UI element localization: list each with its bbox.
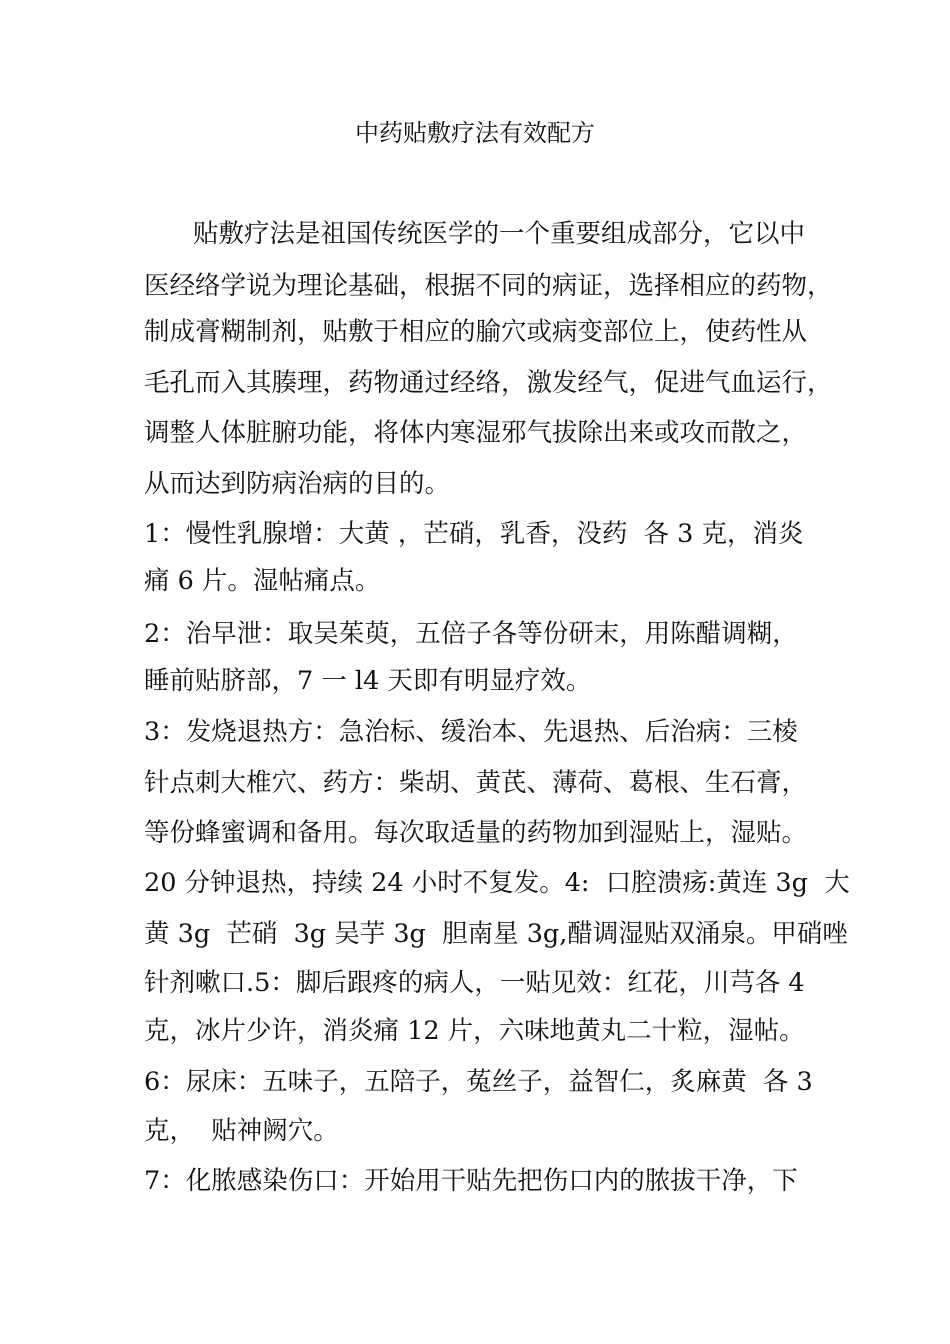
recipe-2-line-1: 2：治早泄：取吴茱萸，五倍子各等份研末，用陈醋调糊， [144,619,798,649]
recipe-4-line: 黄 3g 芒硝 3g 吴芋 3g 胆南星 3g,醋调湿贴双涌泉。甲硝唑 [144,919,848,949]
intro-line-5: 调整人体脏腑功能，将体内寒湿邪气拔除出来或攻而散之， [144,418,808,448]
recipe-3-line-1: 3：发烧退热方：急治标、缓治本、先退热、后治病：三棱 [144,717,798,747]
recipe-4-5-line: 针剂嗽口.5：脚后跟疼的病人，一贴见效：红花，川芎各 4 [144,968,805,998]
recipe-6-line-2: 克， 贴神阙穴。 [144,1116,339,1146]
intro-line-1: 贴敷疗法是祖国传统医学的一个重要组成部分，它以中 [193,219,806,249]
intro-line-6: 从而达到防病治病的目的。 [144,469,451,499]
recipe-6-line-1: 6：尿床：五味子，五陪子，菟丝子，益智仁，炙麻黄 各 3 [144,1067,813,1097]
recipe-1-line-2: 痛 6 片。湿帖痛点。 [144,566,381,596]
recipe-3-line-3: 等份蜂蜜调和备用。每次取适量的药物加到湿贴上，湿贴。 [144,818,808,848]
intro-line-4: 毛孔而入其腠理，药物通过经络，激发经气，促进气血运行， [144,368,833,398]
recipe-3-4-line: 20 分钟退热，持续 24 小时不复发。4: 口腔溃疡:黄连 3g 大 [144,868,850,898]
recipe-3-line-2: 针点刺大椎穴、药方：柴胡、黄芪、薄荷、葛根、生石膏， [144,768,808,798]
intro-line-2: 医经络学说为理论基础，根据不同的病证，选择相应的药物， [144,271,833,301]
recipe-1-line-1: 1：慢性乳腺增：大黄 ，芒硝，乳香，没药 各 3 克，消炎 [144,519,804,549]
recipe-5-line: 克，冰片少许，消炎痛 12 片，六味地黄丸二十粒，湿帖。 [144,1016,805,1046]
recipe-2-line-2: 睡前贴脐部，7 一 l4 天即有明显疗效。 [144,666,592,696]
intro-line-3: 制成膏糊制剂，贴敷于相应的腧穴或病变部位上，使药性从 [144,317,808,347]
recipe-7-line-1: 7：化脓感染伤口：开始用干贴先把伤口内的脓拔干净，下 [144,1166,798,1196]
document-title: 中药贴敷疗法有效配方 [355,119,595,147]
